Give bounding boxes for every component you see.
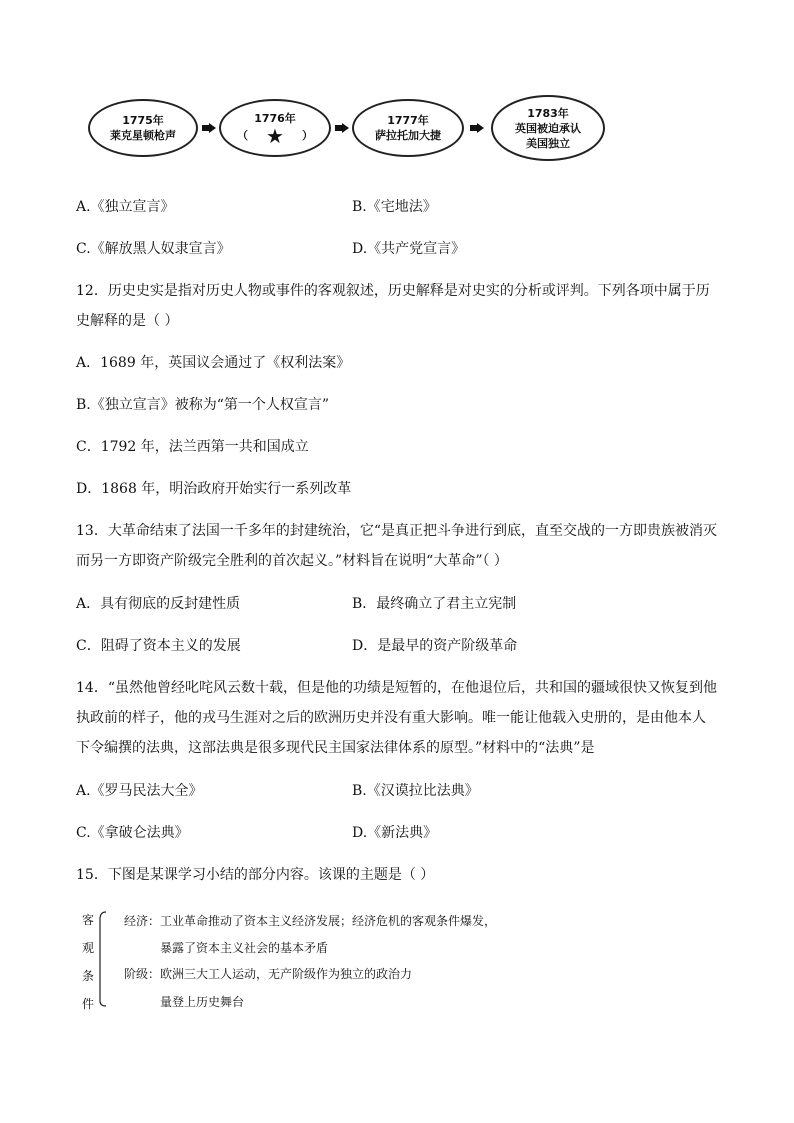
timeline-node-1775: [88, 99, 198, 157]
blank-close-paren: ）: [301, 129, 313, 142]
timeline-year: 1775年: [122, 114, 164, 127]
brace-icon: [97, 911, 107, 1007]
timeline-event: 萨拉托加大捷: [375, 129, 441, 142]
q13-option-c[interactable]: C．阻碍了资本主义的发展: [76, 638, 241, 654]
summary-line-economy-cont: 暴露了资本主义社会的基本矛盾: [160, 941, 329, 955]
timeline-node-1776: [219, 99, 331, 157]
timeline-year: 1783年: [527, 106, 569, 120]
q11-option-b[interactable]: B.《宅地法》: [352, 199, 437, 215]
q13-option-b[interactable]: B．最终确立了君主立宪制: [352, 596, 517, 612]
q11-option-c[interactable]: C.《解放黑人奴隶宣言》: [76, 241, 231, 257]
q13-option-d[interactable]: D．是最早的资产阶级革命: [352, 638, 518, 654]
summary-line-class-cont: 量登上历史舞台: [160, 995, 245, 1009]
q15-stem: 15．下图是某课学习小结的部分内容。该课的主题是（ ）: [76, 867, 435, 883]
arrow-right-icon: [470, 123, 484, 133]
blank-open-paren: （: [237, 129, 249, 142]
star-icon: ★: [266, 123, 284, 148]
q12-option-c[interactable]: C．1792 年，法兰西第一共和国成立: [76, 439, 309, 455]
q11-option-d[interactable]: D.《共产党宣言》: [352, 241, 466, 257]
summary-line-economy: 经济：工业革命推动了资本主义经济发展；经济危机的客观条件爆发，: [124, 914, 497, 928]
timeline-node-1777: [352, 99, 464, 157]
timeline-event-line2: 美国独立: [526, 136, 570, 150]
timeline-event: 英国被迫承认: [515, 121, 581, 135]
q14-stem-line1: 14．“虽然他曾经叱咤风云数十载，但是他的功绩是短暂的，在他退位后，共和国的疆域很快又恢复到他: [76, 680, 717, 696]
q12-option-b[interactable]: B.《独立宣言》被称为“第一个人权宣言”: [76, 397, 330, 413]
arrow-right-icon: [335, 123, 349, 133]
q13-stem-line2: 而另一方即资产阶级完全胜利的首次起义。”材料旨在说明“大革命”（ ）: [76, 553, 508, 569]
timeline-event: 莱克星顿枪声: [110, 129, 176, 142]
side-label-char: 条: [82, 969, 95, 983]
q14-option-c[interactable]: C.《拿破仑法典》: [76, 825, 189, 841]
q11-option-a[interactable]: A.《独立宣言》: [76, 199, 175, 215]
arrow-right-icon: [202, 123, 216, 133]
q14-stem-line2: 执政前的样子，他的戎马生涯对之后的欧洲历史并没有重大影响。唯一能让他载入史册的，是由他本人: [76, 710, 706, 726]
summary-line-class: 阶级：欧洲三大工人运动，无产阶级作为独立的政治力: [124, 967, 413, 981]
timeline-year: 1776年: [254, 111, 296, 125]
q14-option-b[interactable]: B.《汉谟拉比法典》: [352, 783, 479, 799]
q12-stem-line2: 史解释的是（ ）: [76, 313, 179, 329]
q14-stem-line3: 下令编撰的法典，这部法典是很多现代民主国家法律体系的原型。”材料中的“法典”是: [76, 740, 595, 756]
timeline-blank: [237, 123, 313, 148]
q12-stem-line1: 12．历史史实是指对历史人物或事件的客观叙述，历史解释是对史实的分析或评判。下列各项中属于历: [76, 283, 710, 299]
q14-option-d[interactable]: D.《新法典》: [352, 825, 438, 841]
q12-option-d[interactable]: D．1868 年，明治政府开始实行一系列改革: [76, 481, 352, 497]
q12-option-a[interactable]: A．1689 年，英国议会通过了《权利法案》: [76, 355, 351, 371]
q13-option-a[interactable]: A．具有彻底的反封建性质: [76, 596, 241, 612]
timeline-node-1783: [491, 95, 605, 161]
q13-stem-line1: 13．大革命结束了法国一千多年的封建统治，它“是真正把斗争进行到底，直至交战的一方即贵族被消灭: [76, 523, 717, 539]
side-label-char: 件: [82, 997, 95, 1011]
side-label-char: 客: [82, 913, 95, 927]
side-label-char: 观: [82, 941, 95, 955]
q14-option-a[interactable]: A.《罗马民法大全》: [76, 783, 203, 799]
timeline-year: 1777年: [387, 114, 429, 127]
